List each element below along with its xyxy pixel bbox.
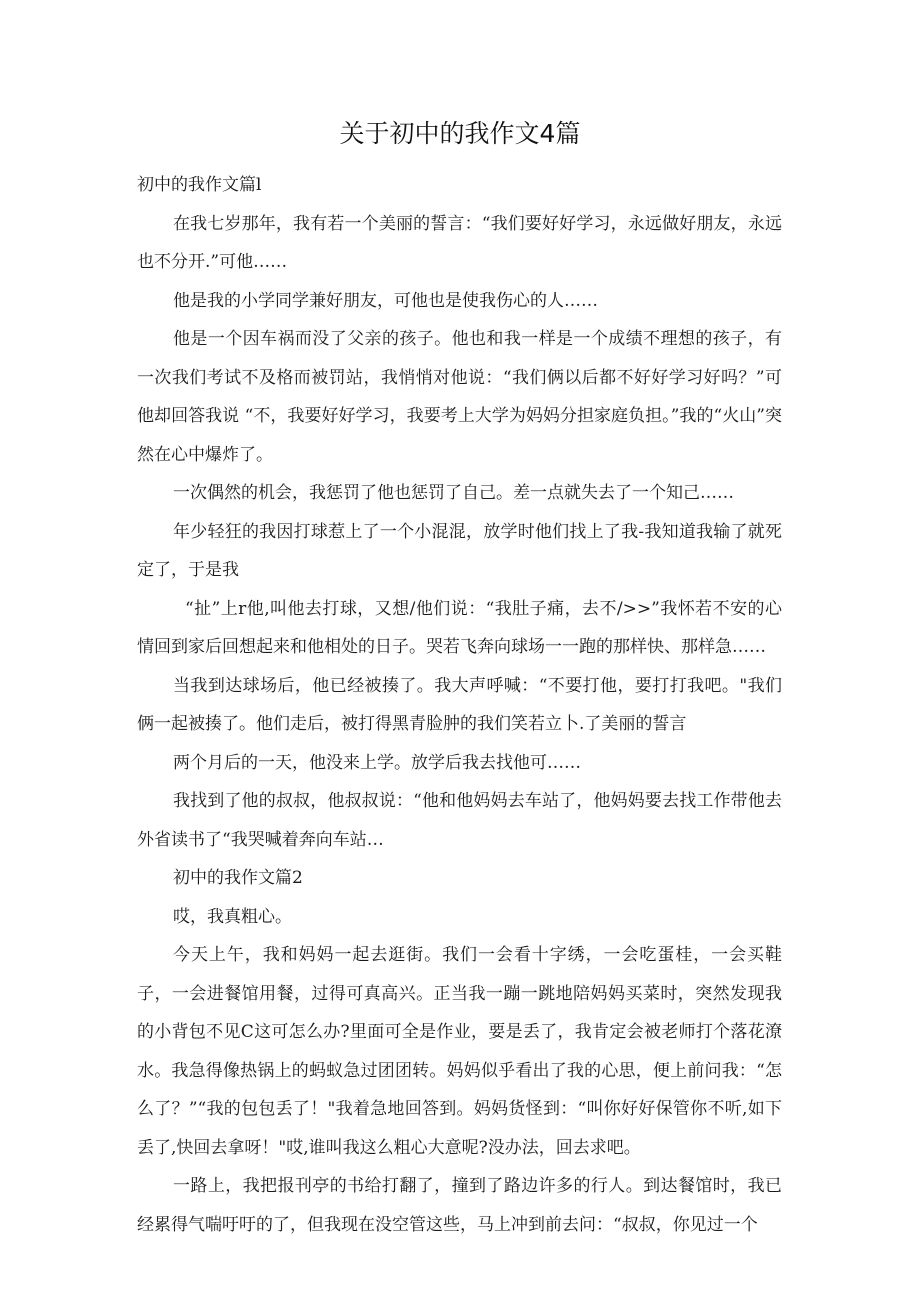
section-heading: 初中的我作文篇2 <box>173 868 303 888</box>
paragraph: 哎，我真粗心。 <box>173 906 292 927</box>
paragraph: “扯”上r他,叫他去打球，又想/他们说：“我肚子痛，去不/>>”我怀若不安的心情回到家后回想起来和他相处的日子。哭若飞奔向球场一一跑的那样快、那样急…… <box>137 598 782 657</box>
paragraph: 他是我的小学同学兼好朋友，可他也是使我伤心的人…… <box>173 290 598 311</box>
paragraph: 他是一个因车祸而没了父亲的孩子。他也和我一样是一个成绩不理想的孩子，有一次我们考试不及格而被罚站，我悄悄对他说：“我们俩以后都不好好学习好吗？”可他却回答我说 “不，我要好好学习，我要考上大学为妈妈分担家庭负担。”我的“火山”突然在心中爆炸了。 <box>137 329 782 465</box>
paragraph: 一次偶然的机会，我惩罚了他也惩罚了自己。差一点就失去了一个知己…… <box>173 483 734 503</box>
paragraph: 在我七岁那年，我有若一个美丽的誓言：“我们要好好学习，永远做好朋友，永远也不分开.”可他…… <box>137 213 782 272</box>
paragraph: 我找到了他的叔叔，他叔叔说：“他和他妈妈去车站了，他妈妈要去找工作带他去外省读书了“我哭喊着奔向车站… <box>137 791 782 850</box>
paragraph: 年少轻狂的我因打球惹上了一个小混混，放学时他们找上了我-我知道我输了就死定了，于是我 <box>137 521 782 580</box>
paragraph: 当我到达球场后，他已经被揍了。我大声呼喊：“不要打他，要打打我吧。"我们俩一起被揍了。他们走后，被打得黑青脸肿的我们笑若立卜.了美丽的誓言 <box>137 675 782 734</box>
section-heading: 初中的我作文篇l <box>137 175 262 195</box>
paragraph: 一路上，我把报刊亭的书给打翻了，撞到了路边许多的行人。到达餐馆时，我已经累得气喘吁吁的了，但我现在没空管这些，马上冲到前去问：“叔叔，你见过一个 <box>137 1176 782 1235</box>
paragraph: 今天上午，我和妈妈一起去逛街。我们一会看十字绣，一会吃蛋桂，一会买鞋子，一会进餐馆用餐，过得可真高兴。正当我一蹦一跳地陪妈妈买菜时，突然发现我的小背包不见C这可怎么办?里面可全是作业，要是丢了，我肯定会被老师打个落花潦水。我急得像热锅上的蚂蚁急过团团转。妈妈似乎看出了我的心思，便上前问我：“怎么了？”“我的包包丢了！"我着急地回答到。妈妈货怪到：“叫你好好保管你不听,如下丢了,快回去拿呀！"哎,谁叫我这么粗心大意呢?没办法，回去求吧。 <box>137 945 782 1158</box>
document-title: 关于初中的我作文4篇 <box>339 119 581 148</box>
paragraph: 两个月后的一天，他没来上学。放学后我去找他可…… <box>173 752 581 773</box>
document-body <box>137 166 782 1244</box>
